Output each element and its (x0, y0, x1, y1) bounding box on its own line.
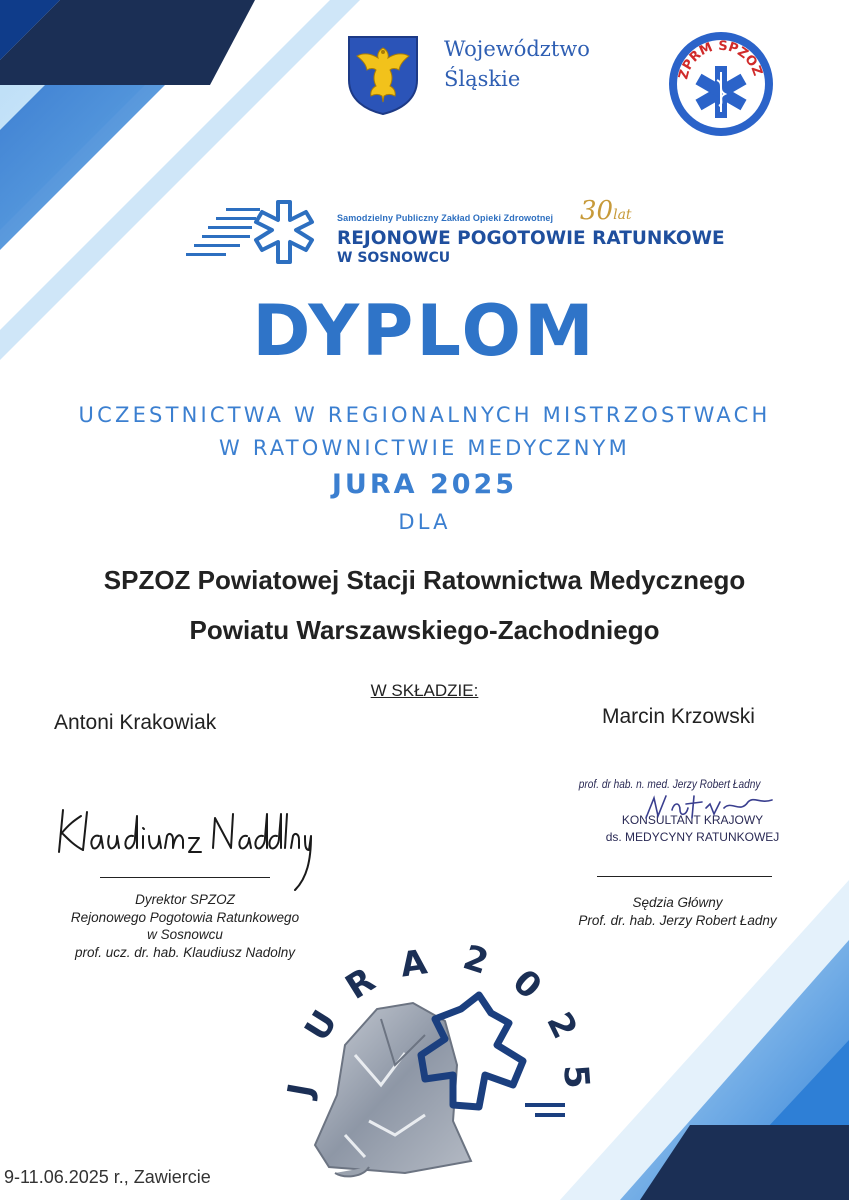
right-signatory-caption (555, 894, 800, 929)
organizer-small-line: Samodzielny Publiczny Zakład Opieki Zdrowotnej (337, 213, 554, 223)
subtitle-line-2: W RATOWNICTWIE MEDYCZNYM (219, 436, 630, 460)
for-label: DLA (398, 510, 451, 534)
svg-text:J: J (280, 1080, 322, 1100)
caption-line: prof. ucz. dr. hab. Klaudiusz Nadolny (74, 944, 296, 960)
caption-line: Rejonowego Pogotowia Ratunkowego (70, 909, 300, 925)
svg-text:2: 2 (458, 937, 494, 983)
jura-2025-emblem (280, 935, 605, 1185)
zprm-logo-text: ZPRM SPZOZ (676, 38, 765, 81)
caption-line: w Sosnowcu (147, 927, 223, 942)
anniversary-word: lat (613, 207, 632, 223)
signature-line-left (100, 877, 270, 878)
region-line-1: Województwo (444, 37, 590, 61)
svg-text:5: 5 (555, 1063, 597, 1090)
stamp-line-2: KONSULTANT KRAJOWY (621, 813, 764, 827)
speed-lines (525, 1103, 565, 1117)
caption-line: Dyrektor SPZOZ (135, 892, 235, 907)
svg-text:R: R (338, 959, 383, 1008)
stamp-line-1: prof. dr hab. n. med. Jerzy Robert Ładny (578, 779, 761, 791)
zprm-logo (667, 30, 775, 142)
anniversary-number: 30 (580, 196, 614, 226)
recipient-line-1: SPZOZ Powiatowej Stacji Ratownictwa Medycznego (103, 565, 746, 595)
silesia-coat-of-arms (346, 34, 420, 120)
recipient-line-2: Powiatu Warszawskiego-Zachodniego (189, 615, 660, 645)
organizer-name-line-2: W SOSNOWCU (337, 250, 451, 266)
svg-text:A: A (397, 942, 430, 986)
event-name: JURA 2025 (331, 469, 518, 500)
stamp-line-3: ds. MEDYCYNY RATUNKOWEJ (605, 830, 780, 844)
eagle-icon (346, 34, 420, 116)
team-heading: W SKŁADZIE: (370, 681, 479, 700)
handwritten-signature-left (55, 790, 315, 900)
region-label (444, 34, 614, 94)
anniversary-mark (580, 196, 632, 226)
region-line-2: Śląskie (444, 67, 521, 91)
team-member: Antoni Krakowiak (54, 711, 217, 734)
handwritten-signature-right (640, 790, 780, 826)
diploma-title: DYPLOM (252, 290, 597, 372)
subtitle-line-1: UCZESTNICTWA W REGIONALNYCH MISTRZOSTWACH (78, 403, 771, 427)
signature-line-right (597, 876, 772, 877)
team-member: Marcin Krzowski (602, 705, 755, 728)
svg-text:0: 0 (504, 961, 550, 1008)
svg-text:U: U (297, 1003, 346, 1049)
svg-text:2: 2 (538, 1006, 585, 1045)
organizer-name-line-1: REJONOWE POGOTOWIE RATUNKOWE (337, 228, 725, 249)
event-date-place: 9-11.06.2025 r., Zawiercie (4, 1167, 211, 1187)
caption-line: Sędzia Główny (632, 895, 723, 910)
ambulance-star-logo-icon (186, 198, 326, 276)
caption-line: Prof. dr. hab. Jerzy Robert Ładny (578, 912, 777, 928)
